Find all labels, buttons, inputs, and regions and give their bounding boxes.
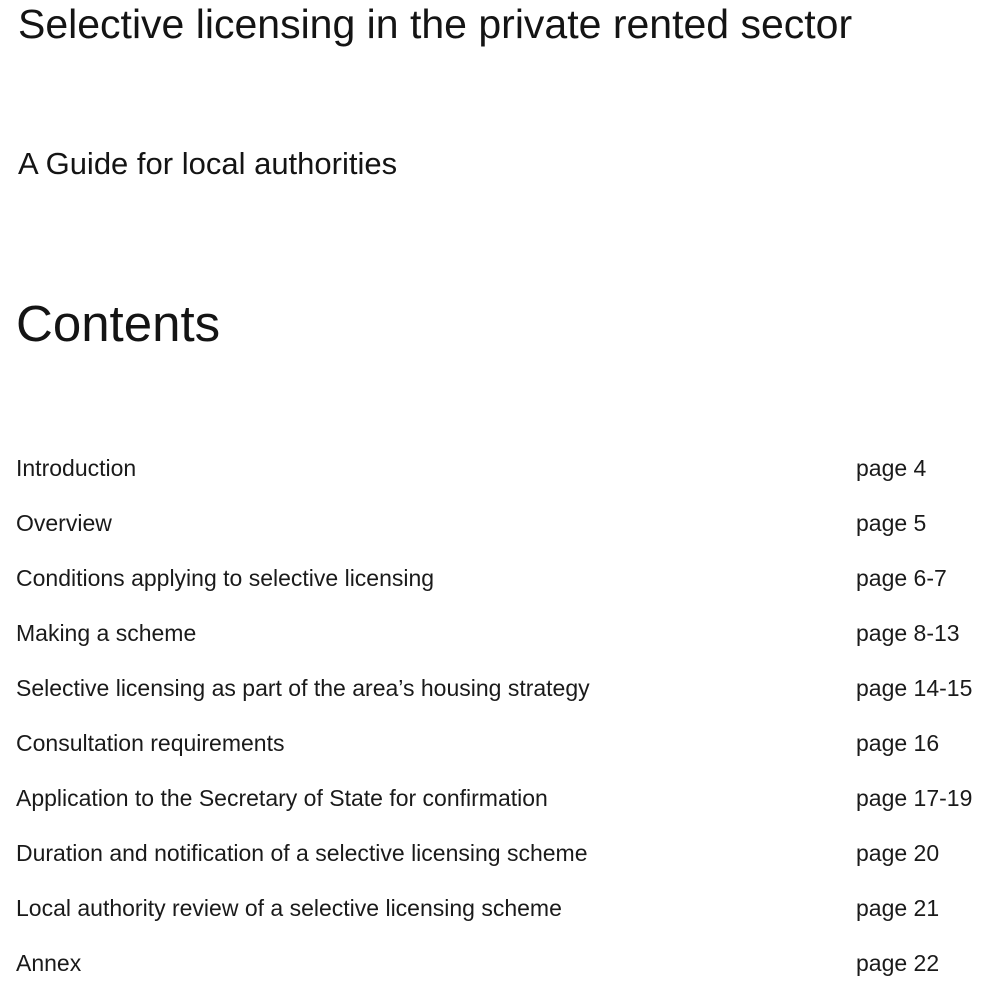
toc-entry-page: page 8-13	[856, 620, 960, 646]
toc-entry-making-a-scheme[interactable]	[16, 617, 991, 672]
contents-heading: Contents	[16, 295, 221, 352]
toc-entry-title[interactable]: Introduction	[16, 455, 137, 481]
toc-entry-title[interactable]: Annex	[16, 950, 82, 976]
document-subtitle: A Guide for local authorities	[18, 146, 398, 181]
toc-entry-page: page 16	[856, 730, 940, 756]
toc-entry-page: page 20	[856, 840, 940, 866]
toc-entry-duration[interactable]	[16, 837, 991, 892]
toc-entry-page: page 21	[856, 895, 940, 921]
toc-entry-application[interactable]	[16, 782, 991, 837]
toc-entry-title[interactable]: Overview	[16, 510, 112, 536]
table-of-contents	[16, 452, 991, 1002]
toc-entry-consultation[interactable]	[16, 727, 991, 782]
toc-entry-overview[interactable]	[16, 507, 991, 562]
toc-entry-page: page 14-15	[856, 675, 973, 701]
toc-entry-annex[interactable]	[16, 947, 991, 1002]
document-title: Selective licensing in the private rented sector	[18, 1, 853, 47]
toc-entry-page: page 5	[856, 510, 927, 536]
toc-entry-title[interactable]: Making a scheme	[16, 620, 197, 646]
toc-entry-page: page 4	[856, 455, 927, 481]
toc-entry-page: page 6-7	[856, 565, 947, 591]
toc-entry-page: page 22	[856, 950, 940, 976]
toc-entry-conditions[interactable]	[16, 562, 991, 617]
toc-entry-title[interactable]: Duration and notification of a selective licensing scheme	[16, 840, 588, 866]
toc-entry-title[interactable]: Selective licensing as part of the area’s housing strategy	[16, 675, 590, 701]
toc-entry-page: page 17-19	[856, 785, 973, 811]
toc-entry-housing-strategy[interactable]	[16, 672, 991, 727]
toc-entry-title[interactable]: Application to the Secretary of State for confirmation	[16, 785, 548, 811]
toc-entry-review[interactable]	[16, 892, 991, 947]
toc-entry-title[interactable]: Consultation requirements	[16, 730, 285, 756]
toc-entry-introduction[interactable]	[16, 452, 991, 507]
toc-entry-title[interactable]: Conditions applying to selective licensing	[16, 565, 435, 591]
toc-entry-title[interactable]: Local authority review of a selective licensing scheme	[16, 895, 562, 921]
